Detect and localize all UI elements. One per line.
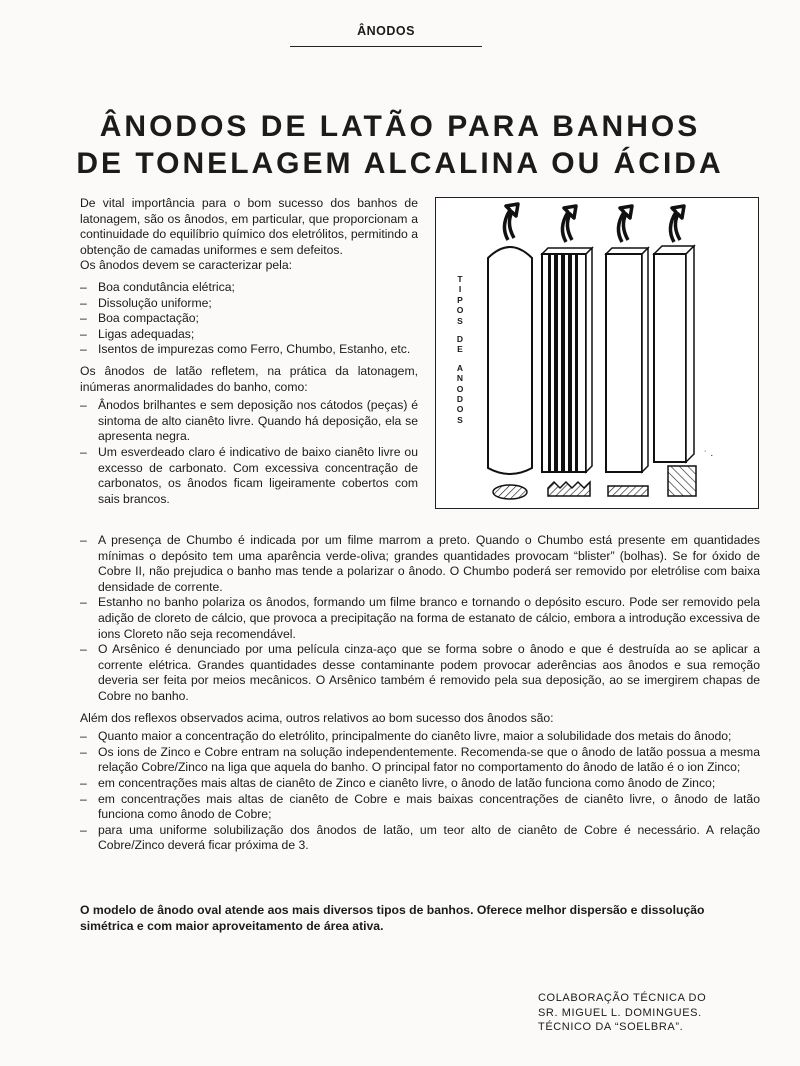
continuation-section (80, 533, 760, 854)
vertical-label-letter: O (456, 305, 464, 316)
intro-paragraph: De vital importância para o bom sucesso dos banhos de latonagem, são os ânodos, em particular, que proporcionam a continuidade do equilíbrio químico dos eletrólitos, permitindo a obtenção de camadas uniformes e sem defeitos. (80, 196, 418, 257)
credit-block (538, 991, 706, 1035)
list-item: – Estanho no banho polariza os ânodos, formando um filme branco e tornando o depósito escuro. Pode ser removido pela adição de cloreto de cálcio, que provoca a precipitação na forma de estanato de cálcio, embora a introdução excessiva de ions Cloreto não seja recomendável. (80, 595, 760, 642)
vertical-label-letter: N (456, 373, 464, 384)
characteristics-list (80, 280, 418, 358)
list-item: – em concentrações mais altas de cianêto de Cobre e mais baixas concentrações de cianêto livre, o ânodo de latão funciona como ânodo de Cobre; (80, 792, 760, 823)
vertical-label-letter: E (457, 344, 463, 355)
list-item: – A presença de Chumbo é indicada por um filme marrom a preto. Quando o Chumbo está presente em quantidades mínimas o depósito tem uma aparência verde-oliva; grandes quantidades provocam “blister” (bolhas). Se for óxido de Cobre II, não prejudica o banho mas tende a polarizar o ânodo. O Chumbo poderá ser removido por eletrólise com baixa densidade de corrente. (80, 533, 760, 595)
anomalies-list-continued (80, 533, 760, 705)
list-item: – Ligas adequadas; (80, 327, 418, 343)
anode-drawings (436, 198, 758, 508)
page-title (30, 108, 770, 182)
round-anode-icon (488, 204, 532, 474)
svg-text:˙ ·: ˙ · (704, 450, 714, 461)
vertical-label-letter: D (456, 394, 464, 405)
anode-types-figure (435, 197, 759, 509)
list-item: – Boa compactação; (80, 311, 418, 327)
list-item: – para uma uniforme solubilização dos ânodos de latão, um teor alto de cianêto de Cobre é necessário. A relação Cobre/Zinco deverá ficar próxima de 3. (80, 823, 760, 854)
credit-line: COLABORAÇÃO TÉCNICA DO (538, 992, 707, 1004)
square-section-icon (668, 466, 696, 496)
vertical-label-letter: S (457, 414, 463, 425)
anomalies-lead: Os ânodos de latão refletem, na prática da latonagem, inúmeras anormalidades do banho, como: (80, 363, 418, 394)
list-item: – Boa condutância elétrica; (80, 280, 418, 296)
title-line-2: DE TONELAGEM ALCALINA OU ÁCIDA (76, 147, 724, 180)
list-item: – Ânodos brilhantes e sem deposição nos cátodos (peças) é sintoma de alto cianêto livre. Quando há deposição, ela se apresenta negra. (80, 398, 418, 445)
factors-list (80, 729, 760, 854)
laminated-section-icon (548, 482, 590, 496)
section-header: ÂNODOS (290, 24, 482, 47)
list-item: – Quanto maior a concentração do eletrólito, principalmente do cianêto livre, maior a solubilidade dos metais do ânodo; (80, 729, 760, 745)
list-item: – Dissolução uniforme; (80, 296, 418, 312)
anomalies-list (80, 398, 418, 507)
vertical-label-letter: A (456, 362, 464, 373)
flat-section-icon (608, 486, 648, 496)
list-item: – Isentos de impurezas como Ferro, Chumbo, Estanho, etc. (80, 342, 418, 358)
vertical-label-letter: O (456, 383, 464, 394)
title-line-1: ÂNODOS DE LATÃO PARA BANHOS (99, 110, 701, 143)
intro-column (80, 196, 418, 507)
vertical-label-letter: D (456, 334, 464, 345)
flat-anode-icon (606, 206, 648, 472)
oval-section-icon (493, 485, 527, 499)
list-item: – O Arsênico é denunciado por uma película cinza-aço que se forma sobre o ânodo e que é destruída ao se aplicar a corrente elétrica. Grandes quantidades desse contaminante podem provocar aderências aos ânodos e sua remoção deveria ser feita por meios mecânicos. O Arsênico também é removido pela sua deposição, ao se imergirem chapas de Cobre no banho. (80, 642, 760, 704)
vertical-label-letter: T (457, 274, 463, 284)
factors-lead: Além dos reflexos observados acima, outros relativos ao bom sucesso dos ânodos são: (80, 710, 554, 725)
square-anode-icon (654, 206, 713, 462)
vertical-label-letter: O (456, 404, 464, 415)
vertical-label-letter: I (458, 284, 462, 295)
closing-statement: O modelo de ânodo oval atende aos mais diversos tipos de banhos. Oferece melhor dispersão e dissolução simétrica e com maior aproveitamento de área ativa. (80, 903, 705, 933)
list-item: – Os ions de Zinco e Cobre entram na solução independentemente. Recomenda-se que o ânodo de latão possua a mesma relação Cobre/Zinco na liga que aquela do banho. O principal fator no comportamento do ânodo de latão é o ion Zinco; (80, 745, 760, 776)
credit-line: SR. MIGUEL L. DOMINGUES. (538, 1006, 702, 1019)
credit-line: TÉCNICO DA “SOELBRA”. (538, 1021, 684, 1033)
laminated-anode-icon (542, 206, 592, 472)
vertical-label-letter: P (457, 294, 463, 305)
characteristics-lead: Os ânodos devem se caracterizar pela: (80, 258, 293, 273)
vertical-label-letter: S (457, 315, 463, 326)
list-item: – em concentrações mais altas de cianêto de Zinco e cianêto livre, o ânodo de latão funciona como ânodo de Zinco; (80, 776, 760, 792)
list-item: – Um esverdeado claro é indicativo de baixo cianêto livre ou excesso de carbonato. Com excessiva concentração de carbonatos, os ânodos ficam ligeiramente cobertos com sais brancos. (80, 445, 418, 507)
